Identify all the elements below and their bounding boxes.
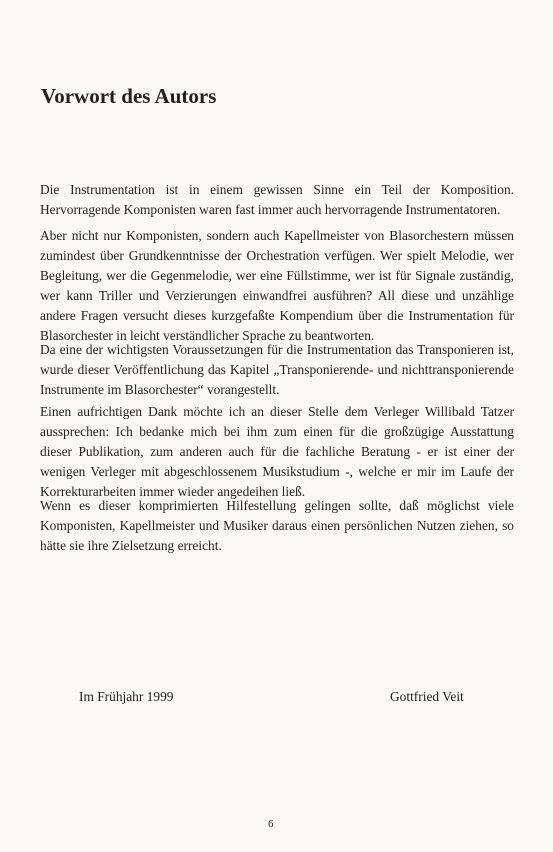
paragraph-kapellmeister: Aber nicht nur Komponisten, sondern auch Kapellmeister von Blasorchestern müssen zumindest über Grundkenntnisse der Orchestration verfügen. Wer spielt Melodie, wer Begleitung, wer die Gegenmelodie, wer eine Füllstimme, wer ist für Signale zuständig, wer kann Triller und Verzierungen einwandfrei ausführen? All diese und unzählige andere Fragen versucht dieses kurzgefaßte Kompendium über die Instrumentation für Blasorchester in leicht verständlicher Sprache zu beantworten. xyxy=(40,228,514,343)
page-title: Vorwort des Autors xyxy=(41,84,217,108)
paragraph-instrumentation-intro: Die Instrumentation ist in einem gewissen Sinne ein Teil der Komposition. Hervorragende Komponisten waren fast immer auch hervorragende Instrumentatoren. xyxy=(40,182,514,217)
paragraph-transponieren: Da eine der wichtigsten Voraussetzungen für die Instrumentation das Transponieren ist, wurde dieser Veröffentlichung das Kapitel „Transponierende- und nichttransponierende Instrumente im Blasorchester“ vorangestellt. xyxy=(40,342,514,397)
paragraph-dank: Einen aufrichtigen Dank möchte ich an dieser Stelle dem Verleger Willibald Tatzer aussprechen: Ich bedanke mich bei ihm zum einen für die großzügige Ausstattung dieser Publikation, zum anderen auch für die fachliche Beratung - er ist einer der wenigen Verleger mit abgeschlossenem Musikstudium -, welche er mir im Laufe der Korrekturarbeiten immer wieder angedeihen ließ. xyxy=(40,404,514,499)
paragraph-zielsetzung: Wenn es dieser komprimierten Hilfestellung gelingen sollte, daß möglichst viele Komponisten, Kapellmeister und Musiker daraus einen persönlichen Nutzen ziehen, so hätte sie ihre Zielsetzung erreicht. xyxy=(40,498,514,553)
page-number: 6 xyxy=(268,818,274,830)
signature-author: Gottfried Veit xyxy=(390,689,464,704)
signature-date: Im Frühjahr 1999 xyxy=(79,689,174,704)
